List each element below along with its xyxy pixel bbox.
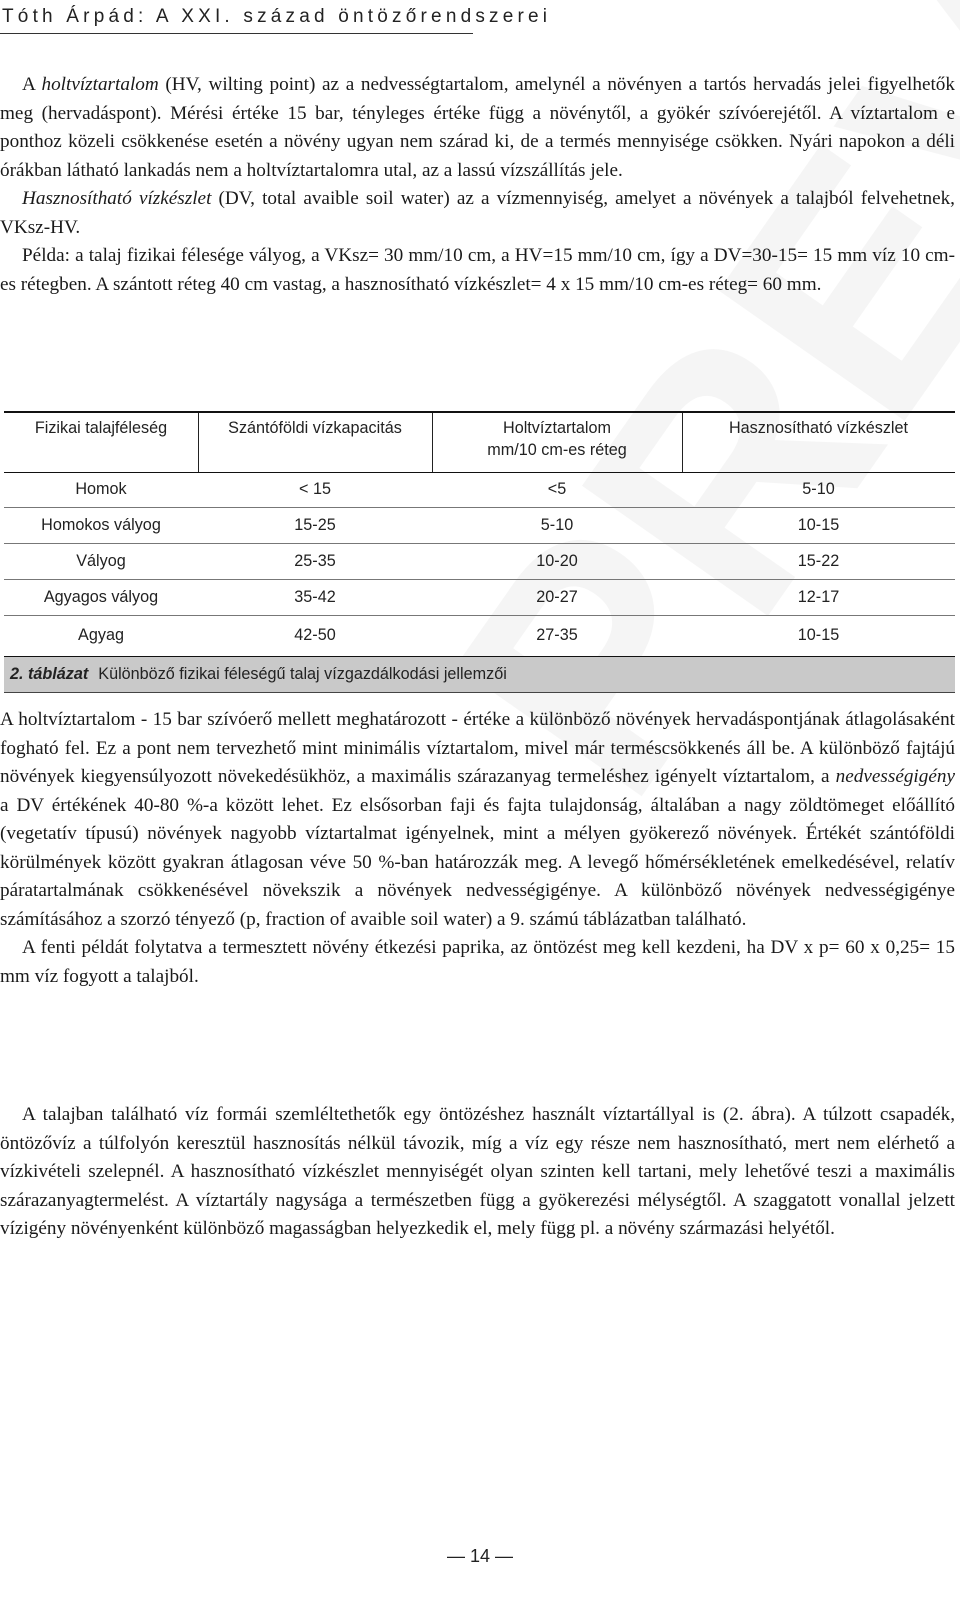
page-number: — 14 —	[446, 1546, 514, 1566]
header-rule	[0, 33, 473, 34]
cell-wilting-point: 10-20	[536, 552, 578, 570]
col-header-available-water: Hasznosítható vízkészlet	[728, 419, 909, 437]
paragraph-water-tank: A talajban található víz formái szemléltethetők egy öntözéshez használt víztartállyal is (2. ábra). A túlzott csapadék, öntözővíz a túlfolyón keresztül hasznosítás nélkül távozik, míg a víz egy része nem hasznosítható, mert nem elérhető a vízkivételi szelepnél. A hasznosítható vízkészlet mennyiségét olyan szinten kell tartani, mely lehetővé teszi a maximális szárazanyagtermelést. A víztartály nagysága a természetben függ a gyökerezési mélységtől. A szaggatott vonallal jelzett vízigény növényenként különböző magasságban helyezkedik el, mely függ pl. a növény származási helyétől.	[0, 1104, 955, 1239]
p4-lead: A holtvíztartalom - 15 bar szívóerő mellett meghatározott - értéke a különböző növények hervadáspontjának átlagolásaként fogható fel. Ez a pont nem tervezhető mint minimális víztartalom, mivel már terméscsökkenés áll be. A különböző fajtájú növények kiegyensúlyozott növekedésükhöz, a maximális szárazanyag termeléshez igényelt víztartalom, a	[0, 709, 955, 787]
col-divider	[198, 413, 199, 472]
cell-wilting-point: <5	[547, 480, 567, 498]
table-header-row	[4, 413, 955, 473]
table-row	[4, 508, 955, 544]
paragraph-example: Példa: a talaj fizikai félesége vályog, a VKsz= 30 mm/10 cm, a HV=15 mm/10 cm, így a DV=30-15= 15 mm víz 10 cm-es rétegben. A szántott réteg 40 cm vastag, a hasznosítható vízkészlet= 4 x 15 mm/10 cm-es réteg= 60 mm.	[0, 245, 955, 295]
cell-soil-type: Agyagos vályog	[43, 588, 159, 606]
cell-soil-type: Homok	[75, 480, 127, 498]
p2-rest: (DV, total avaible soil water) az a vízmennyiség, amelyet a növények a talajból felvehetnek, VKsz-HV.	[0, 188, 955, 238]
p1-rest: (HV, wilting point) az a nedvességtartalom, amelynél a növényen a tartós hervadás jelei figyelhetők meg (hervadáspont). Mérési értéke 15 bar, tényleges értéke függ a növénytől, a gyökér szívóerejétől. A víztartalom e ponthoz közeli csökkenése esetén a növény ugyan nem szárad ki, de a termés mennyisége csökken. Nyári napokon a déli órákban látható lankadás nem a holtvíztartalomra utal, az a lassú vízszállítás jele.	[0, 74, 955, 181]
paragraph-water-demand	[0, 706, 955, 934]
term-nedvessegigeny: nedvességigény	[835, 766, 955, 787]
cell-available-water: 5-10	[802, 480, 835, 498]
cell-field-capacity: 35-42	[294, 588, 336, 606]
table-row	[4, 544, 955, 580]
running-header: Tóth Árpád: A XXI. század öntözőrendszerei	[2, 6, 552, 27]
col-header-soil-type: Fizikai talajféleség	[34, 419, 168, 437]
cell-available-water: 12-17	[797, 588, 840, 606]
paragraph-wilting-point	[0, 71, 955, 185]
cell-wilting-point: 20-27	[536, 588, 578, 606]
intro-text	[0, 71, 955, 299]
term-hasznosithato: Hasznosítható vízkészlet	[22, 188, 212, 209]
p4-rest: a DV értékének 40-80 %-a között lehet. Ez elsősorban faji és fajta tulajdonság, általában a nagy zöldtömeget előállító (vegetatív típusú) növények nagyobb víztartalmat igényelnek, mint a mélyen gyökerező növények. Értékét szántóföldi körülmények között gyakran átlagosan véve 50 %-ban határozzák meg. A levegő hőmérsékletének emelkedésével, relatív páratartalmának csökkenésével növekszik a növények nedvességigénye. A különböző növények nedvességigénye számításához a szorzó tényező (p, fraction of avaible soil water) a 9. számú táblázatban található.	[0, 794, 955, 930]
cell-field-capacity: 42-50	[294, 626, 336, 644]
col-header-wilting-point	[432, 413, 682, 476]
cell-available-water: 10-15	[797, 516, 840, 534]
col-header-wilting-line1: Holtvíztartalom	[503, 419, 611, 437]
table-row	[4, 580, 955, 616]
table-caption	[4, 656, 955, 693]
cell-soil-type: Agyag	[78, 626, 124, 644]
soil-water-table	[4, 411, 955, 691]
cell-wilting-point: 5-10	[540, 516, 574, 534]
p1-lead: A	[22, 74, 42, 95]
col-divider	[432, 413, 433, 472]
table-caption-text: Különböző fizikai féleségű talaj vízgazdálkodási jellemzői	[98, 665, 507, 683]
cell-wilting-point: 27-35	[536, 626, 578, 644]
cell-field-capacity: 25-35	[294, 552, 336, 570]
paragraph-irrigation-start: A fenti példát folytatva a termesztett növény étkezési paprika, az öntözést meg kell kezdeni, ha DV x p= 60 x 0,25= 15 mm víz fogyott a talajból.	[0, 937, 955, 987]
col-header-wilting-line2: mm/10 cm-es réteg	[487, 441, 627, 459]
cell-soil-type: Homokos vályog	[41, 516, 161, 534]
cell-field-capacity: < 15	[299, 480, 331, 498]
body-text	[0, 706, 955, 991]
table-row	[4, 616, 955, 655]
term-holtviztartalom: holtvíztartalom	[41, 74, 159, 95]
cell-available-water: 15-22	[797, 552, 840, 570]
col-divider	[682, 413, 683, 472]
col-header-field-capacity: Szántóföldi vízkapacitás	[228, 419, 402, 437]
cell-field-capacity: 15-25	[294, 516, 336, 534]
body-text-2	[0, 1101, 955, 1244]
cell-soil-type: Vályog	[76, 552, 126, 570]
table-row	[4, 472, 955, 508]
paragraph-available-water	[0, 185, 955, 242]
cell-available-water: 10-15	[797, 626, 840, 644]
table-caption-number: 2. táblázat	[10, 665, 89, 683]
